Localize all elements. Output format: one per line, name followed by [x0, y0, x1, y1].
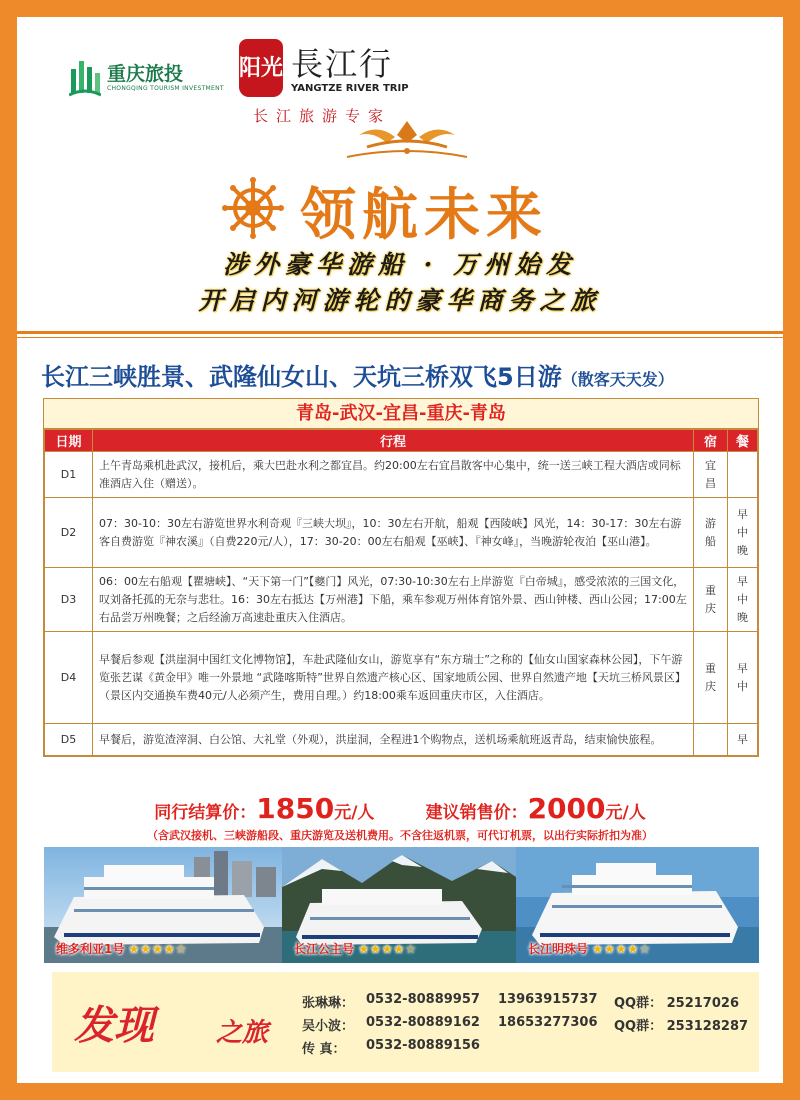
- meal-cell: 早中: [728, 632, 758, 724]
- photo-ship-name: 维多利亚1号: [56, 942, 125, 956]
- star-rating-icon: ★★★★☆: [128, 942, 188, 956]
- footer-contact: [52, 972, 759, 1072]
- ship-wheel-icon: [222, 177, 284, 239]
- day-cell: D3: [45, 568, 93, 632]
- chongqing-tourism-logo: [69, 55, 224, 115]
- photo-caption: [56, 940, 187, 957]
- headline-tag: （散客天天发）: [561, 370, 674, 389]
- table-row: [45, 498, 758, 568]
- day-cell: D1: [45, 452, 93, 498]
- brand-main: 发现: [74, 1002, 154, 1049]
- stay-cell: 重庆: [694, 568, 728, 632]
- header-stay: 宿: [694, 430, 728, 452]
- photo-caption: [528, 940, 651, 957]
- headline-main: 长江三峡胜景、武隆仙女山、天坑三桥双飞5日游: [41, 363, 562, 391]
- stay-cell: 重庆: [694, 632, 728, 724]
- photo-caption: [294, 940, 417, 957]
- meal-cell: [728, 452, 758, 498]
- slogan-line-1: 涉外豪华游船 · 万州始发: [222, 250, 578, 279]
- table-row: [45, 632, 758, 724]
- desc-cell: 早餐后参观【洪崖洞中国红文化博物馆】，车赴武隆仙女山，游览享有“东方瑞士”之称的【仙女山国家森林公园】，下午游览张艺谋《黄金甲》唯一外景地 “武隆喀斯特”世界自然遗产核心区、国家地质公园、世界自然遗产地【天坑三桥风景区】（景区内交通换车费40元/人必须产生，费用自理。）约18:00乘车返回重庆市区，入住酒店。: [93, 632, 694, 724]
- divider: [17, 331, 783, 334]
- route-title: 青岛-武汉-宜昌-重庆-青岛: [44, 399, 758, 429]
- ornament-icon: [337, 117, 477, 165]
- price-note: （含武汉接机、三峡游船段、重庆游览及送机费用。不含往返机票，可代订机票，以出行实际折扣为准）: [147, 829, 653, 842]
- trade-price-value: 1850: [256, 792, 335, 825]
- table-row: [45, 568, 758, 632]
- star-rating-icon: ★★★★☆: [358, 942, 417, 956]
- table-row: [45, 724, 758, 756]
- header-meal: 餐: [728, 430, 758, 452]
- discovery-trip-logo: [74, 992, 274, 1062]
- itinerary-table: [43, 398, 759, 757]
- stay-cell: 游船: [694, 498, 728, 568]
- retail-price-label: 建议销售价：: [425, 803, 528, 823]
- contact-mobile: 18653277306: [498, 1015, 598, 1030]
- hero-text: 领航未来: [300, 183, 548, 248]
- meal-cell: 早: [728, 724, 758, 756]
- price-line: [17, 792, 783, 825]
- cj-logo-english: YANGTZE RIVER TRIP: [291, 83, 409, 94]
- desc-cell: 早餐后，游览渣滓洞、白公馆、大礼堂（外观），洪崖洞，全程进1个购物点，送机场乘航班返青岛，结束愉快旅程。: [93, 724, 694, 756]
- stay-cell: 宜昌: [694, 452, 728, 498]
- cq-logo-subtitle: CHONGQING TOURISM INVESTMENT: [107, 85, 224, 92]
- trade-price-label: 同行结算价：: [154, 803, 257, 823]
- star-rating-icon: ★★★★☆: [592, 942, 651, 956]
- slogan-line-2: 开启内河游轮的豪华商务之旅: [198, 286, 602, 315]
- photo-ship-name: 长江明珠号: [528, 942, 589, 956]
- changjiang-trip-logo: [239, 39, 439, 129]
- ship-photo-victoria: [44, 847, 282, 963]
- contact-qq: QQ群： 253128287: [614, 1019, 749, 1034]
- trade-price-unit: 元/人: [334, 803, 375, 823]
- contact-phone: 0532-80889957: [366, 992, 480, 1007]
- desc-cell: 上午青岛乘机赴武汉，接机后，乘大巴赴水利之都宜昌。约20:00左右宜昌散客中心集中，统一送三峡工程大酒店或同标准酒店入住（赠送）。: [93, 452, 694, 498]
- table-row: [45, 452, 758, 498]
- ship-photo-princess: [282, 847, 516, 963]
- cq-logo-name: 重庆旅投: [107, 63, 184, 85]
- cq-logo-icon: [69, 59, 101, 99]
- contact-name: 吴小波：: [302, 1019, 355, 1034]
- retail-price-value: 2000: [527, 792, 606, 825]
- cj-logo-tagline: 长江旅游专家: [253, 107, 392, 125]
- day-cell: D2: [45, 498, 93, 568]
- photo-ship-name: 长江公主号: [294, 942, 355, 956]
- day-cell: D5: [45, 724, 93, 756]
- ship-photo-pearl: [516, 847, 759, 963]
- table-header-row: [45, 430, 758, 452]
- cj-logo-title: 長江行: [291, 45, 394, 83]
- meal-cell: 早中晚: [728, 568, 758, 632]
- contact-phone: 0532-80889162: [366, 1015, 480, 1030]
- meal-cell: 早中晚: [728, 498, 758, 568]
- contact-name: 张琳琳：: [302, 996, 355, 1011]
- desc-cell: 07：30-10：30左右游览世界水利奇观『三峡大坝』，10：30左右开航，船观【西陵峡】风光，14：30-17：30左右游客自费游览『神农溪』（自费220元/人），17：30-20：00左右船观【巫峡】、『神女峰』，当晚游轮夜泊【巫山港】。: [93, 498, 694, 568]
- brand-tail: 之旅: [216, 1018, 269, 1048]
- header-date: 日期: [45, 430, 93, 452]
- contact-name: 传 真：: [302, 1042, 346, 1057]
- flyer-page: [17, 17, 783, 1083]
- desc-cell: 06：00左右船观【瞿塘峡】、“天下第一门”【夔门】风光，07:30-10:30左右上岸游览『白帝城』，感受浓浓的三国文化，叹刘备托孤的无奈与悲壮。16：30左右抵达【万州港】下船，乘车参观万州体育馆外景、西山钟楼、西山公园；17:00左右品尝万州晚餐；之后经渝万高速赴重庆入住酒店。: [93, 568, 694, 632]
- day-cell: D4: [45, 632, 93, 724]
- itinerary-grid: [44, 429, 758, 756]
- tour-headline: [41, 357, 674, 392]
- divider-thin: [17, 337, 783, 338]
- contact-qq: QQ群： 25217026: [614, 996, 739, 1011]
- contact-mobile: 13963915737: [498, 992, 598, 1007]
- retail-price-unit: 元/人: [605, 803, 646, 823]
- hero-title: [222, 167, 622, 247]
- contact-fax: 0532-80889156: [366, 1038, 480, 1053]
- cj-seal-icon: 阳光: [239, 39, 283, 97]
- stay-cell: [694, 724, 728, 756]
- header-itinerary: 行程: [93, 430, 694, 452]
